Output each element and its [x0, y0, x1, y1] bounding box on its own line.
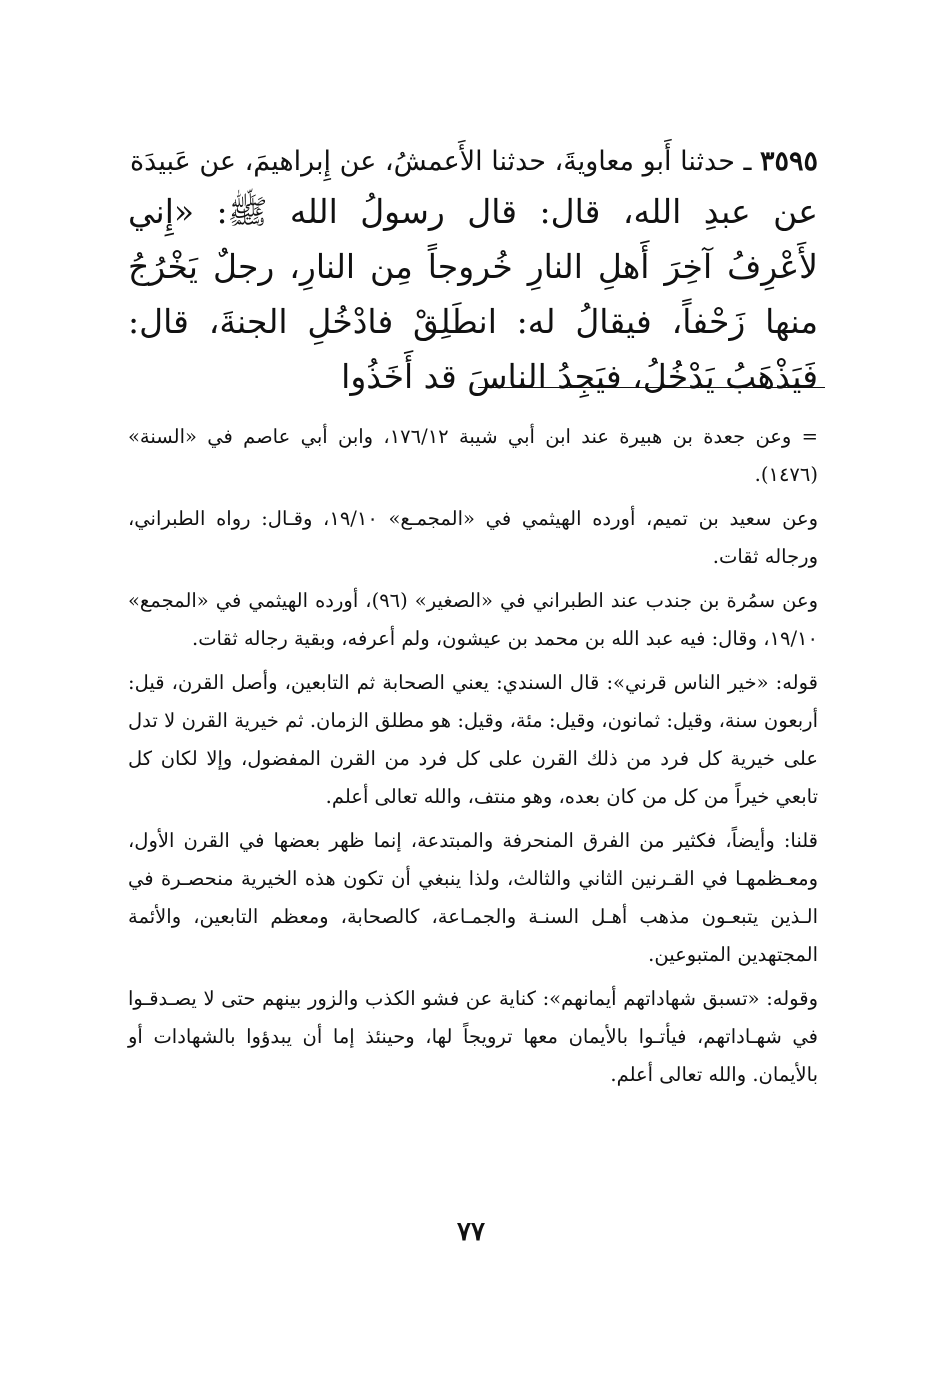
- footnote-paragraph: قلنا: وأيضاً، فكثير من الفرق المنحرفة والمبتدعة، إنما ظهر بعضها في القرن الأول، ومعـظمهـا في القـرنين الثاني والثالث، ولذا ينبغي أن تكون هذه الخيرية منحصـرة في الـذين يتبعـون مذهب أهـل السنـة والجمـاعة، كالصحابة، ومعظم التابعين، والأئمة المجتهدين المتبوعين.: [128, 829, 818, 966]
- footnote-paragraph: وعن سعيد بن تميم، أورده الهيثمي في «المجمـع» ١٩/١٠، وقـال: رواه الطبراني، ورجاله ثقات.: [128, 507, 818, 568]
- footnotes: [128, 418, 818, 1100]
- hadith-text: [128, 140, 818, 404]
- hadith-chain: [128, 140, 818, 184]
- footnote-paragraph: قوله: «خير الناس قرني»: قال السندي: يعني الصحابة ثم التابعين، وأصل القرن، قيل: أربعون سنة، وقيل: ثمانون، وقيل: مئة، وقيل: هو مطلق الزمان. ثم خيرية القرن لا تدل على خيرية كل فرد من ذلك القرن على كل فرد من القرن المفضول، وإلا لكان كل تابعي خيراً من كل من كان بعده، وهو منتف، والله تعالى أعلم.: [128, 671, 818, 808]
- hadith-isnad: ـ حدثنا أَبو معاويةَ، حدثنا الأَعمشُ، عن إِبراهيمَ، عن عَبيدَة: [130, 146, 752, 177]
- footnote-paragraph: وعن سمُرة بن جندب عند الطبراني في «الصغير» (٩٦)، أورده الهيثمي في «المجمع» ١٩/١٠، وقال: فيه عبد الله بن محمد بن عيشون، ولم أعرفه، وبقية رجاله ثقات.: [128, 589, 819, 650]
- hadith-number: ٣٥٩٥: [759, 146, 818, 177]
- footnote-paragraph: وقوله: «تسبق شهاداتهم أيمانهم»: كناية عن فشو الكذب والزور بينهم حتى لا يصـدقـوا في شهـاداتهم، فيأتـوا بالأيمان معها ترويجاً لها، وحينئذ إما أن يبدؤوا بالشهادات أو بالأيمان. والله تعالى أعلم.: [128, 987, 818, 1086]
- footnote-paragraph: = وعن جعدة بن هبيرة عند ابن أبي شيبة ١٧٦/١٢، وابن أبي عاصم في «السنة» (١٤٧٦).: [128, 425, 818, 486]
- footnote-separator: [478, 387, 825, 388]
- page-number: ٧٧: [457, 1217, 485, 1247]
- hadith-matn: عن عبدِ الله، قال: قال رسولُ الله ﷺ: «إِني لأَعْرِفُ آخِرَ أَهلِ النارِ خُروجاً مِن النارِ، رجلٌ يَخْرُجُ منها زَحْفاً، فيقالُ له: انطَلِقْ فادْخُلِ الجنةَ، قال: فَيَذْهَبُ يَدْخُلُ، فيَجِدُ الناسَ قد أَخَذُوا: [128, 192, 818, 396]
